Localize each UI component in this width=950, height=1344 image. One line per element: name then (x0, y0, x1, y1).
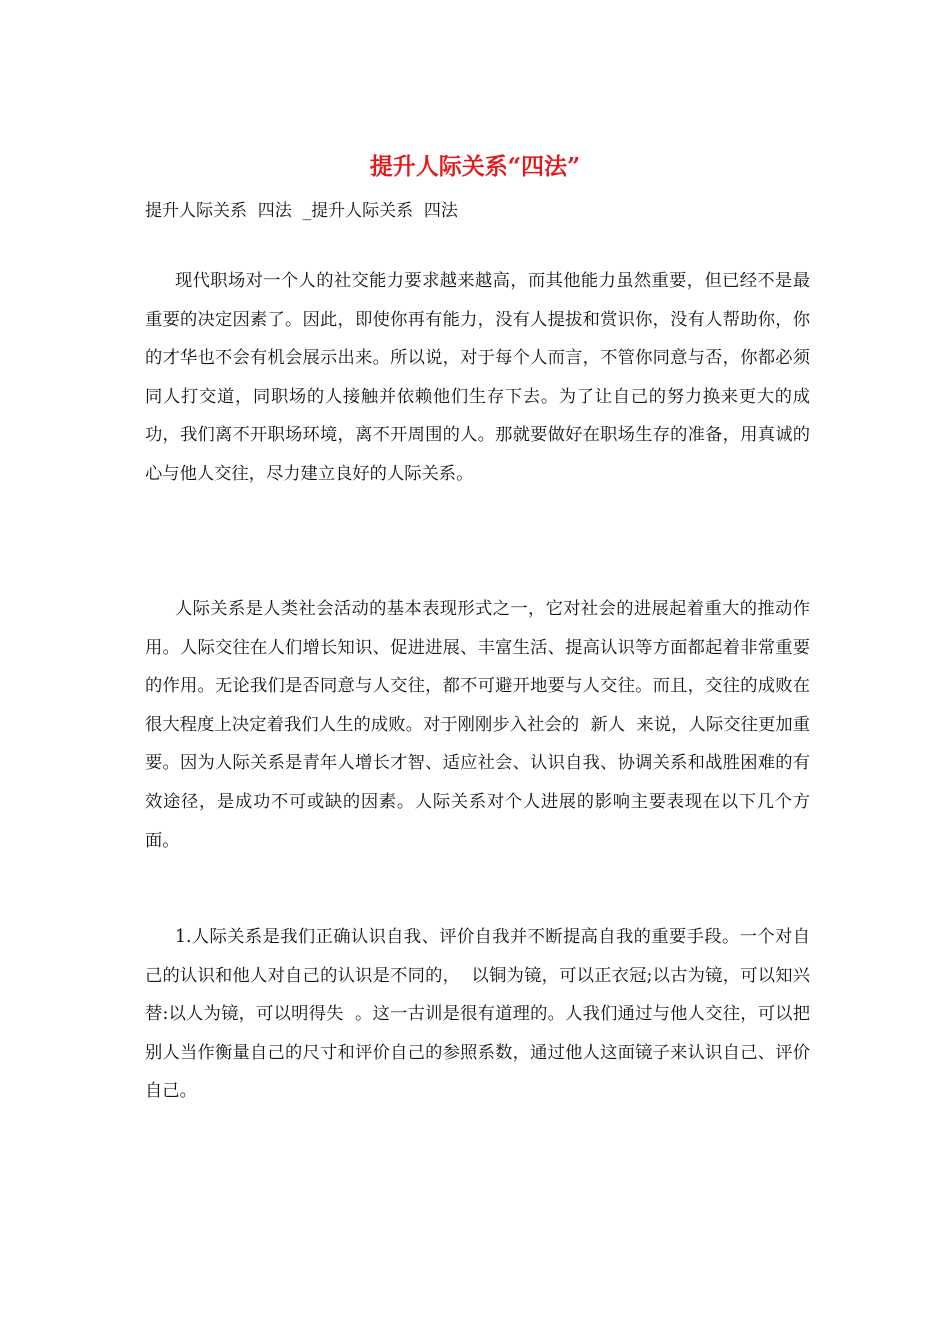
paragraph-2: 人际关系是人类社会活动的基本表现形式之一，它对社会的进展起着重大的推动作用。人际交往在人们增长知识、促进进展、丰富生活、提高认识等方面都起着非常重要的作用。无论我们是否同意与人交往，都不可避开地要与人交往。而且，交往的成败在很大程度上决定着我们人生的成败。对于刚刚步入社会的 新人 来说，人际交往更加重要。因为人际关系是青年人增长才智、适应社会、认识自我、协调关系和战胜困难的有效途径，是成功不可或缺的因素。人际关系对个人进展的影响主要表现在以下几个方面。 (145, 599, 810, 851)
paragraph-3: 1.人际关系是我们正确认识自我、评价自我并不断提高自我的重要手段。一个对自己的认识和他人对自己的认识是不同的， 以铜为镜，可以正衣冠;以古为镜，可以知兴替:以人为镜，可以明得失 。这一古训是很有道理的。人我们通过与他人交往，可以把别人当作衡量自己的尺寸和评价自己的参照系数，通过他人这面镜子来认识自己、评价自己。 (145, 927, 810, 1102)
document-title: 提升人际关系“四法” (369, 153, 581, 180)
document-subtitle: 提升人际关系 四法 _提升人际关系 四法 (145, 201, 458, 221)
paragraph-1: 现代职场对一个人的社交能力要求越来越高，而其他能力虽然重要，但已经不是最重要的决定因素了。因此，即使你再有能力，没有人提拔和赏识你，没有人帮助你，你的才华也不会有机会展示出来。所以说，对于每个人而言，不管你同意与否，你都必须同人打交道，同职场的人接触并依赖他们生存下去。为了让自己的努力换来更大的成功，我们离不开职场环境，离不开周围的人。那就要做好在职场生存的准备，用真诚的心与他人交往，尽力建立良好的人际关系。 (145, 271, 810, 484)
